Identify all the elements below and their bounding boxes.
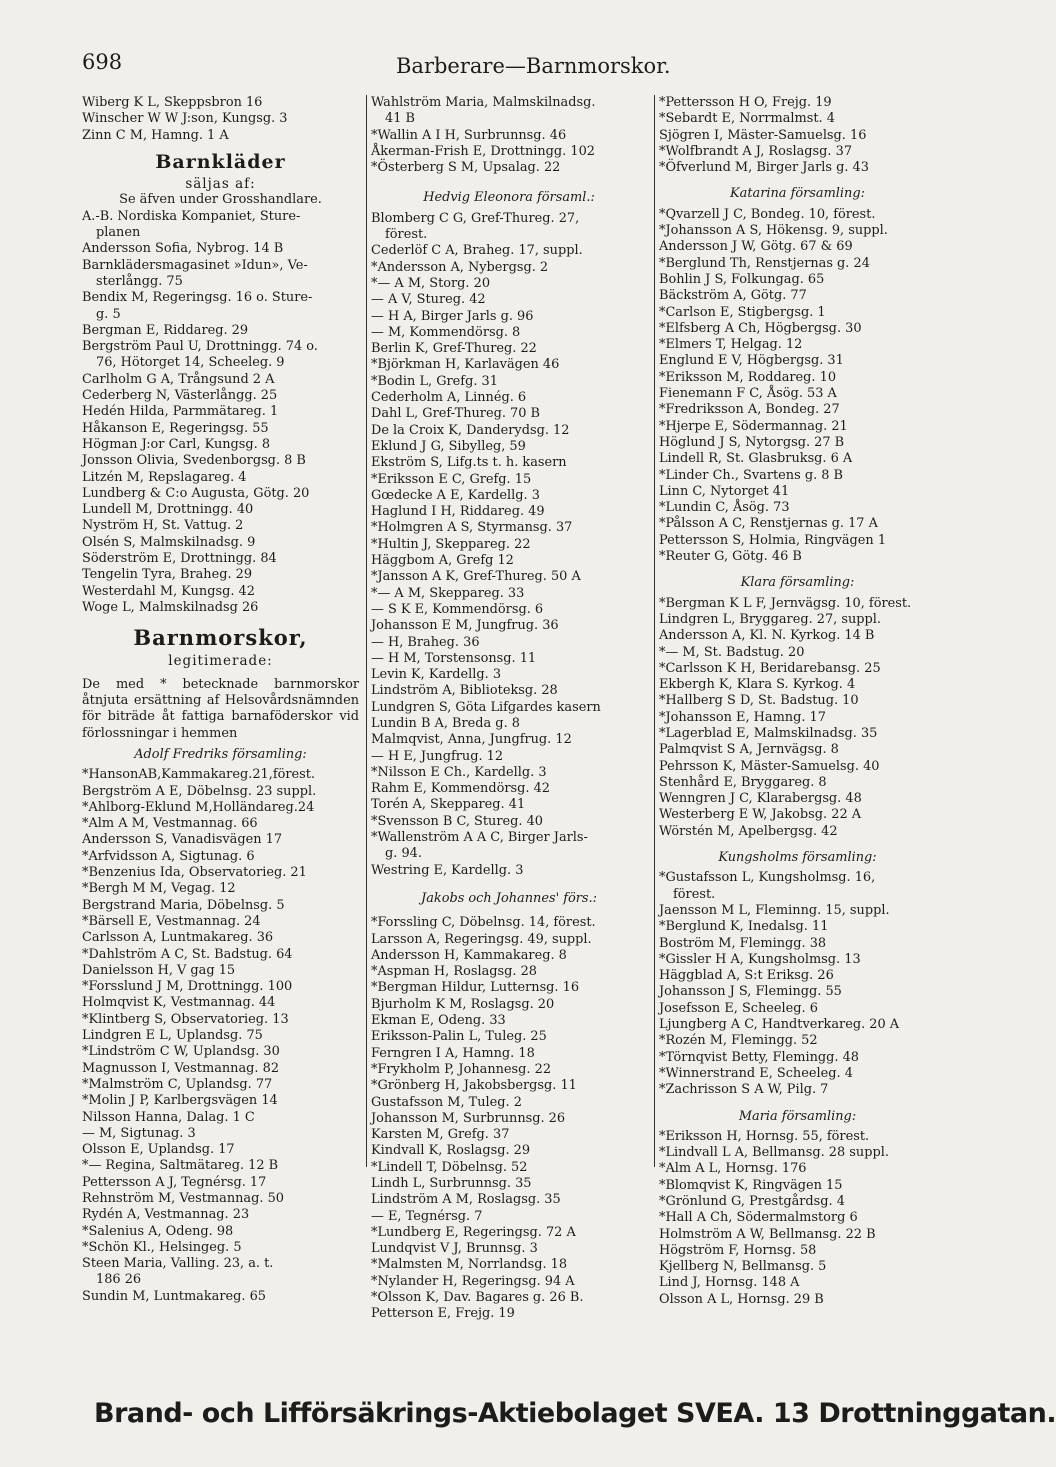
list-item: *Lagerblad E, Malmskilnadsg. 35: [659, 725, 878, 741]
list-item: Malmqvist, Anna, Jungfrug. 12: [371, 732, 572, 748]
heading-barnmorskor: Barnmorskor,: [133, 625, 308, 651]
list-item: Johansson M, Surbrunnsg. 26: [371, 1110, 566, 1126]
list-item: *Olsson K, Dav. Bagares g. 26 B.: [371, 1290, 584, 1306]
list-item: Torén A, Skeppareg. 41: [371, 797, 526, 813]
list-item: förest.: [385, 227, 428, 243]
list-item: Westerdahl M, Kungsg. 42: [82, 583, 255, 599]
list-item: Andersson H, Kammakareg. 8: [371, 947, 567, 963]
list-item: *Holmgren A S, Styrmansg. 37: [371, 520, 573, 536]
list-item: Johansson J S, Flemingg. 55: [659, 984, 842, 1000]
list-item: Winscher W W J:son, Kungsg. 3: [82, 111, 288, 127]
adolf-list: [82, 767, 359, 1305]
list-item: Bendix M, Regeringsg. 16 o. Sture-: [82, 290, 313, 306]
list-item: Pettersson S, Holmia, Ringvägen 1: [659, 532, 887, 548]
list-item: Fienemann F C, Åsög. 53 A: [659, 386, 837, 402]
list-item: *Qvarzell J C, Bondeg. 10, förest.: [659, 206, 876, 222]
list-item: *Svensson B C, Stureg. 40: [371, 813, 544, 829]
list-item: Johansson E M, Jungfrug. 36: [371, 618, 559, 634]
list-item: Woge L, Malmskilnadsg 26: [82, 599, 259, 615]
list-item: *Berglund K, Inedalsg. 11: [659, 919, 829, 935]
jakobs-list: [371, 915, 647, 1322]
list-item: *Lundin C, Åsög. 73: [659, 500, 790, 516]
list-item: *Andersson A, Nybergsg. 2: [371, 259, 549, 275]
list-item: Högström F, Hornsg. 58: [659, 1242, 817, 1258]
list-item: Stenhård E, Bryggareg. 8: [659, 774, 827, 790]
list-item: *Wallin A I H, Surbrunnsg. 46: [371, 127, 567, 143]
list-item: Nyström H, St. Vattug. 2: [82, 518, 244, 534]
list-item: Hedén Hilda, Parmmätareg. 1: [82, 404, 279, 420]
list-item: Bergström Paul U, Drottningg. 74 o.: [82, 339, 318, 355]
list-item: *Bergh M M, Vegag. 12: [82, 881, 236, 897]
list-item: *Malmström C, Uplandsg. 77: [82, 1076, 273, 1092]
list-item: *Dahlström A C, St. Badstug. 64: [82, 946, 293, 962]
column-3: [654, 95, 936, 1307]
list-item: *Grönlund G, Prestgårdsg. 4: [659, 1194, 845, 1209]
list-item: Zinn C M, Hamng. 1 A: [82, 127, 229, 143]
list-item: *Carlsson K H, Beridarebansg. 25: [659, 660, 881, 676]
list-item: *Frykholm P, Johannesg. 22: [371, 1061, 552, 1077]
list-item: *Klintberg S, Observatorieg. 13: [82, 1011, 289, 1027]
see-also-note: Se äfven under Grosshandlare.: [119, 192, 322, 208]
list-item: Andersson S, Vanadisvägen 17: [82, 832, 283, 848]
list-item: *Forssling C, Döbelnsg. 14, förest.: [371, 915, 596, 931]
list-item: *Nylander H, Regeringsg. 94 A: [371, 1273, 575, 1289]
list-item: — M, Kommendörsg. 8: [371, 324, 521, 340]
list-item: *Johansson A S, Hökensg. 9, suppl.: [659, 223, 888, 239]
list-item: Bergman E, Riddareg. 29: [82, 322, 249, 338]
list-item: Åkerman-Frish E, Drottningg. 102: [371, 143, 595, 159]
list-item: Lindgren L, Bryggareg. 27, suppl.: [659, 611, 882, 627]
section-katarina: Katarina församling:: [730, 186, 865, 202]
list-item: *Eriksson M, Roddareg. 10: [659, 369, 837, 385]
list-item: *Carlson E, Stigbergsg. 1: [659, 304, 826, 320]
list-item: — H, Braheg. 36: [371, 634, 480, 650]
list-item: förest.: [673, 886, 716, 902]
section-maria: Maria församling:: [738, 1108, 857, 1124]
list-item: Lindh L, Surbrunnsg. 35: [371, 1176, 532, 1191]
list-item: *Fredriksson A, Bondeg. 27: [659, 402, 840, 418]
list-item: Håkanson E, Regeringsg. 55: [82, 420, 269, 436]
list-item: *— A M, Skeppareg. 33: [371, 585, 525, 601]
list-item: *Zachrisson S A W, Pilg. 7: [659, 1082, 829, 1098]
list-item: Wörstén M, Apelbergsg. 42: [659, 823, 838, 839]
list-item: Bjurholm K M, Roslagsg. 20: [371, 996, 555, 1012]
list-item: *Gissler H A, Kungsholmsg. 13: [659, 951, 861, 967]
list-item: Lindgren E L, Uplandsg. 75: [82, 1028, 263, 1044]
list-item: Höglund J S, Nytorgsg. 27 B: [659, 434, 845, 450]
list-item: Sjögren I, Mäster-Samuelsg. 16: [659, 127, 867, 143]
list-item: *Bergman Hildur, Lutternsg. 16: [371, 980, 580, 996]
list-item: Bäckström A, Götg. 77: [659, 288, 807, 304]
list-item: Boström M, Flemingg. 38: [659, 935, 827, 951]
list-item: *Forsslund J M, Drottningg. 100: [82, 979, 293, 995]
list-item: Eriksson-Palin L, Tuleg. 25: [371, 1029, 547, 1045]
list-item: Palmqvist S A, Jernvägsg. 8: [659, 742, 839, 758]
list-item: Eklund J G, Sibylleg, 59: [371, 438, 526, 454]
list-item: 186 26: [96, 1272, 142, 1288]
list-item: *Hallberg S D, St. Badstug. 10: [659, 693, 859, 709]
list-item: Petterson E, Frejg. 19: [371, 1306, 515, 1322]
list-item: Sundin M, Luntmakareg. 65: [82, 1288, 266, 1304]
hedvig-list: [371, 211, 647, 879]
list-item: Gustafsson M, Tuleg. 2: [371, 1094, 522, 1110]
list-item: Levin K, Kardellg. 3: [371, 667, 502, 683]
list-item: 41 B: [385, 111, 415, 127]
list-item: Lundberg & C:o Augusta, Götg. 20: [82, 485, 310, 501]
list-item: *Hjerpe E, Södermannag. 21: [659, 418, 848, 434]
list-item: Litzén M, Repslagareg. 4: [82, 469, 247, 485]
list-item: Karsten M, Grefg. 37: [371, 1127, 510, 1143]
katarina-list: [659, 207, 936, 566]
list-item: Andersson J W, Götg. 67 & 69: [659, 239, 853, 255]
list-item: Lind J, Hornsg. 148 A: [659, 1275, 800, 1291]
list-item: Cederholm A, Linnég. 6: [371, 390, 527, 406]
list-item: *Hall A Ch, Södermalmstorg 6: [659, 1210, 858, 1226]
list-item: *HansonAB,Kammakareg.21,förest.: [82, 767, 316, 783]
list-item: *Sebardt E, Norrmalmst. 4: [659, 111, 835, 127]
list-item: — H E, Jungfrug. 12: [371, 748, 504, 764]
list-item: Dahl L, Gref-Thureg. 70 B: [371, 406, 541, 422]
list-item: Cederberg N, Västerlångg. 25: [82, 388, 278, 404]
list-item: Söderström E, Drottningg. 84: [82, 551, 277, 567]
list-item: *— Regina, Saltmätareg. 12 B: [82, 1158, 279, 1174]
list-item: *Eriksson E C, Grefg. 15: [371, 471, 532, 487]
list-item: Lindström A, Biblioteksg. 28: [371, 683, 558, 699]
list-item: *Blomqvist K, Ringvägen 15: [659, 1177, 843, 1193]
list-item: Rydén A, Vestmannag. 23: [82, 1207, 250, 1223]
list-item: *Alm A L, Hornsg. 176: [659, 1161, 807, 1177]
list-item: Kindvall K, Roslagsg. 29: [371, 1143, 531, 1159]
list-item: — S K E, Kommendörsg. 6: [371, 601, 544, 617]
list-item: *Wallenström A A C, Birger Jarls-: [371, 830, 588, 846]
list-item: Rahm E, Kommendörsg. 42: [371, 781, 550, 797]
page-number: 698: [82, 50, 123, 74]
list-item: 76, Hötorget 14, Scheeleg. 9: [96, 355, 285, 371]
list-item: Danielsson H, V gag 15: [82, 962, 236, 978]
list-item: sterlångg. 75: [96, 273, 183, 289]
list-item: Ekström S, Lifg.ts t. h. kasern: [371, 455, 567, 471]
list-item: g. 5: [96, 306, 121, 322]
list-item: *Rozén M, Flemingg. 52: [659, 1033, 818, 1049]
list-item: Lundell M, Drottningg. 40: [82, 502, 254, 518]
list-item: Pehrsson K, Mäster-Samuelsg. 40: [659, 758, 880, 774]
list-item: *Berglund Th, Renstjernas g. 24: [659, 255, 870, 271]
list-item: Kjellberg N, Bellmansg. 5: [659, 1259, 827, 1275]
list-item: Ekman E, Odeng. 33: [371, 1013, 506, 1029]
list-item: — M, Sigtunag. 3: [82, 1125, 196, 1141]
list-item: Wenngren J C, Klarabergsg. 48: [659, 791, 862, 807]
list-item: *Elmers T, Helgag. 12: [659, 337, 803, 353]
list-item: *Schön Kl., Helsingeg. 5: [82, 1239, 242, 1255]
list-item: *— M, St. Badstug. 20: [659, 644, 805, 660]
list-item: Blomberg C G, Gref-Thureg. 27,: [371, 210, 580, 226]
list-item: Cederlöf C A, Braheg. 17, suppl.: [371, 243, 583, 259]
subhead-legitimerade: legitimerade:: [168, 652, 273, 669]
list-item: A.-B. Nordiska Kompaniet, Sture-: [82, 208, 301, 224]
list-item: *Gustafsson L, Kungsholmsg. 16,: [659, 870, 876, 886]
list-item: *Winnerstrand E, Scheeleg. 4: [659, 1065, 853, 1081]
list-item: Rehnström M, Vestmannag. 50: [82, 1191, 284, 1206]
list-item: Olsén S, Malmskilnadsg. 9: [82, 534, 256, 550]
list-item: *Johansson E, Hamng. 17: [659, 709, 826, 725]
list-item: *Malmsten M, Norrlandsg. 18: [371, 1257, 568, 1273]
list-item: Englund E V, Högbergsg. 31: [659, 353, 844, 369]
list-item: Ljungberg A C, Handtverkareg. 20 A: [659, 1017, 900, 1033]
section-klara: Klara församling:: [740, 575, 855, 591]
section-adolf-fredrik: Adolf Fredriks församling:: [134, 746, 307, 762]
section-hedvig-eleonora: Hedvig Eleonora församl.:: [423, 190, 595, 206]
col1-top-list: [82, 95, 359, 144]
list-item: *Hultin J, Skeppareg. 22: [371, 536, 531, 552]
list-item: Lindell R, St. Glasbruksg. 6 A: [659, 451, 853, 467]
list-item: De la Croix K, Danderydsg. 12: [371, 422, 570, 438]
list-item: *Jansson A K, Gref-Thureg. 50 A: [371, 569, 581, 585]
list-item: Lindström A M, Roslagsg. 35: [371, 1192, 561, 1208]
heading-barnklader: Barnkläder: [155, 150, 286, 173]
list-item: Westerberg E W, Jakobsg. 22 A: [659, 807, 862, 823]
subhead-saljas-af: säljas af:: [185, 176, 256, 193]
list-item: *Arfvidsson A, Sigtunag. 6: [82, 848, 255, 864]
list-item: Tengelin Tyra, Braheg. 29: [82, 567, 253, 583]
list-item: Andersson Sofia, Nybrog. 14 B: [82, 241, 284, 257]
section-kungsholms: Kungsholms församling:: [718, 850, 877, 866]
list-item: Holmqvist K, Vestmannag. 44: [82, 995, 276, 1011]
list-item: planen: [96, 225, 141, 241]
list-item: g. 94.: [385, 846, 422, 862]
list-item: Ferngren I A, Hamng. 18: [371, 1045, 535, 1061]
column-1: [82, 95, 362, 1304]
list-item: Jaensson M L, Fleminng. 15, suppl.: [659, 902, 890, 918]
list-item: *Bergman K L F, Jernvägsg. 10, förest.: [659, 595, 912, 611]
running-head: Barberare—Barnmorskor.: [396, 54, 671, 78]
list-item: Lundgren S, Göta Lifgardes kasern: [371, 699, 601, 715]
footer-advertisement: Brand- och Lifförsäkrings-Aktiebolaget SVEA. 13 Drottninggatan.: [94, 1398, 1056, 1429]
list-item: *Björkman H, Karlavägen 46: [371, 357, 560, 373]
list-item: Berlin K, Gref-Thureg. 22: [371, 341, 537, 357]
list-item: *Molin J P, Karlbergsvägen 14: [82, 1093, 278, 1109]
list-item: Olsson A L, Hornsg. 29 B: [659, 1291, 824, 1307]
list-item: *Elfsberg A Ch, Högbergsg. 30: [659, 320, 862, 336]
list-item: Haglund I H, Riddareg. 49: [371, 504, 545, 520]
list-item: *Eriksson H, Hornsg. 55, förest.: [659, 1128, 870, 1144]
list-item: *Lindell T, Döbelnsg. 52: [371, 1159, 528, 1175]
column-2: [366, 95, 650, 1322]
list-item: Steen Maria, Valling. 23, a. t.: [82, 1256, 274, 1272]
list-item: Magnusson I, Vestmannag. 82: [82, 1060, 280, 1076]
list-item: *Nilsson E Ch., Kardellg. 3: [371, 764, 547, 780]
list-item: Jonsson Olivia, Svedenborgsg. 8 B: [82, 453, 306, 469]
list-item: Högman J:or Carl, Kungsg. 8: [82, 436, 271, 452]
col3-top-list: [659, 95, 936, 176]
list-item: *Grönberg H, Jakobsbergsg. 11: [371, 1078, 577, 1094]
barnklader-list: [82, 209, 359, 616]
list-item: *Pålsson A C, Renstjernas g. 17 A: [659, 516, 878, 532]
list-item: *Lundberg E, Regeringsg. 72 A: [371, 1224, 576, 1240]
col2-top-list: [371, 95, 647, 176]
list-item: Bergstrand Maria, Döbelnsg. 5: [82, 897, 285, 913]
list-item: Bohlin J S, Folkungag. 65: [659, 271, 825, 287]
kungsholms-list: [659, 870, 936, 1098]
list-item: Westring E, Kardellg. 3: [371, 862, 524, 878]
list-item: Holmström A W, Bellmansg. 22 B: [659, 1226, 876, 1242]
list-item: *Bodin L, Grefg. 31: [371, 373, 498, 389]
list-item: *Reuter G, Götg. 46 B: [659, 549, 802, 565]
list-item: Larsson A, Regeringsg. 49, suppl.: [371, 931, 592, 947]
list-item: *Salenius A, Odeng. 98: [82, 1223, 234, 1239]
list-item: *Aspman H, Roslagsg. 28: [371, 964, 537, 980]
list-item: Carlsson A, Luntmakareg. 36: [82, 930, 274, 946]
list-item: Barnklädersmagasinet »Idun», Ve-: [82, 257, 308, 273]
list-item: Häggbom A, Grefg 12: [371, 553, 514, 569]
list-item: Carlholm G A, Trångsund 2 A: [82, 371, 275, 387]
list-item: Nilsson Hanna, Dalag. 1 C: [82, 1109, 255, 1125]
list-item: *Pettersson H O, Frejg. 19: [659, 95, 832, 110]
list-item: *Wolfbrandt A J, Roslagsg. 37: [659, 143, 853, 159]
list-item: Bergström A E, Döbelnsg. 23 suppl.: [82, 783, 317, 799]
list-item: — H M, Torstensonsg. 11: [371, 650, 537, 666]
klara-list: [659, 596, 936, 840]
list-item: — E, Tegnérsg. 7: [371, 1208, 483, 1224]
list-item: Lundqvist V J, Brunnsg. 3: [371, 1241, 538, 1257]
list-item: — A V, Stureg. 42: [371, 292, 486, 308]
list-item: *Linder Ch., Svartens g. 8 B: [659, 467, 844, 483]
list-item: Lundin B A, Breda g. 8: [371, 715, 520, 731]
maria-list: [659, 1129, 936, 1308]
list-item: *Österberg S M, Upsalag. 22: [371, 160, 561, 176]
list-item: Pettersson A J, Tegnérsg. 17: [82, 1174, 267, 1190]
list-item: *— A M, Storg. 20: [371, 275, 491, 291]
list-item: *Öfverlund M, Birger Jarls g. 43: [659, 160, 869, 176]
list-item: *Törnqvist Betty, Flemingg. 48: [659, 1049, 859, 1065]
list-item: Josefsson E, Scheeleg. 6: [659, 1000, 818, 1016]
list-item: *Lindvall L A, Bellmansg. 28 suppl.: [659, 1145, 889, 1161]
list-item: *Alm A M, Vestmannag. 66: [82, 816, 258, 832]
list-item: *Lindström C W, Uplandsg. 30: [82, 1044, 280, 1060]
list-item: Ekbergh K, Klara S. Kyrkog. 4: [659, 677, 856, 693]
list-item: Häggblad A, S:t Eriksg. 26: [659, 968, 834, 984]
barnmorskor-note: De med * betecknade barnmorskor åtnjuta ersättning af Helsovårdsnämnden för biträde åt fattiga barnaföderskor vid förlossningar i hemmen: [82, 676, 359, 741]
list-item: *Ahlborg-Eklund M,Holländareg.24: [82, 799, 315, 815]
list-item: Gœdecke A E, Kardellg. 3: [371, 487, 540, 503]
list-item: Wahlström Maria, Malmskilnadsg.: [371, 95, 596, 110]
section-jakobs-johannes: Jakobs och Johannes' förs.:: [421, 890, 597, 906]
list-item: Olsson E, Uplandsg. 17: [82, 1142, 235, 1158]
list-item: Andersson A, Kl. N. Kyrkog. 14 B: [659, 628, 875, 644]
list-item: — H A, Birger Jarls g. 96: [371, 308, 534, 324]
list-item: *Benzenius Ida, Observatorieg. 21: [82, 865, 307, 881]
list-item: Linn C, Nytorget 41: [659, 483, 790, 499]
list-item: Wiberg K L, Skeppsbron 16: [82, 95, 263, 110]
list-item: *Bärsell E, Vestmannag. 24: [82, 913, 261, 929]
